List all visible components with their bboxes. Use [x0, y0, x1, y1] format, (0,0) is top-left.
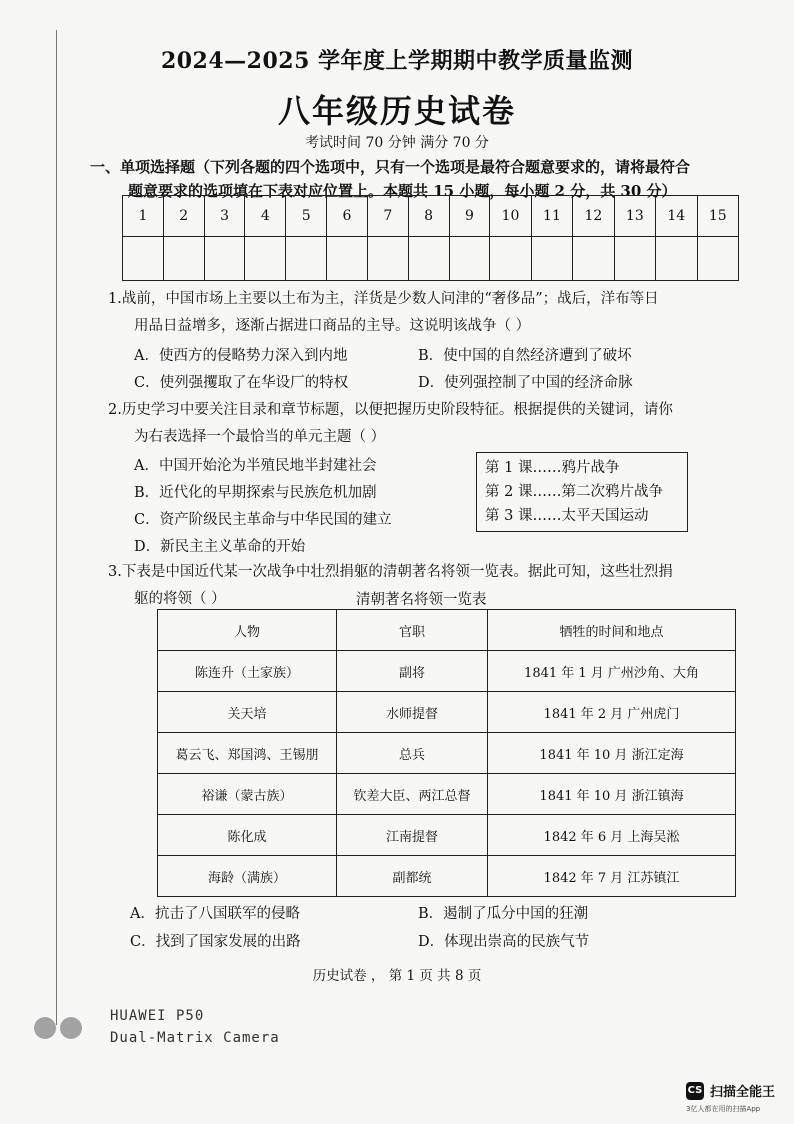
exam-header: 2024—2025 学年度上学期期中教学质量监测: [160, 48, 634, 74]
question-2: [108, 397, 758, 451]
q1-line-2: 用品日益增多，逐渐占据进口商品的主导。这说明该战争（ ）: [134, 318, 531, 334]
generals-table: [157, 609, 736, 897]
table-cell: 水师提督: [337, 692, 488, 733]
table-row: [158, 774, 736, 815]
column-header: 人物: [158, 610, 337, 651]
answer-number: 5: [286, 196, 327, 237]
q3-line-2: 躯的将领（ ）: [134, 591, 226, 607]
q3-option-a: A．抗击了八国联军的侵略: [130, 906, 300, 922]
answer-number: 10: [490, 196, 531, 237]
answer-cell[interactable]: [245, 237, 286, 281]
answer-cell[interactable]: [163, 237, 204, 281]
camera-watermark-sub: Dual-Matrix Camera: [110, 1030, 280, 1046]
column-header: 官职: [337, 610, 488, 651]
table-cell: 1842 年 6 月 上海吴淞: [488, 815, 736, 856]
table-cell: 葛云飞、郑国鸿、王锡朋: [158, 733, 337, 774]
table-cell: 副将: [337, 651, 488, 692]
q3-option-d: D．体现出崇高的民族气节: [418, 934, 590, 950]
q3-option-c: C．找到了国家发展的出路: [130, 934, 301, 950]
table-header-row: [158, 610, 736, 651]
exam-title: 八年级历史试卷: [277, 92, 516, 130]
table-cell: 总兵: [337, 733, 488, 774]
table-cell: 钦差大臣、两江总督: [337, 774, 488, 815]
q3-line-1: 3.下表是中国近代某一次战争中壮烈捐躯的清朝著名将领一览表。据此可知，这些壮烈捐: [108, 564, 673, 580]
answer-cell[interactable]: [123, 237, 164, 281]
answer-number: 14: [656, 196, 697, 237]
answer-number: 12: [573, 196, 614, 237]
answer-cell[interactable]: [656, 237, 697, 281]
section-line-2: 题意要求的选项填在下表对应位置上。本题共 15 小题，每小题 2 分，共 30 分）: [128, 182, 677, 200]
answer-cell[interactable]: [204, 237, 245, 281]
table-row: [158, 815, 736, 856]
chapter-item: 第 1 课……鸦片战争: [485, 460, 620, 476]
answer-number: 1: [123, 196, 164, 237]
chapter-item: 第 3 课……太平天国运动: [485, 508, 649, 524]
answer-number: 11: [531, 196, 572, 237]
answer-number: 3: [204, 196, 245, 237]
table-cell: 1841 年 1 月 广州沙角、大角: [488, 651, 736, 692]
q2-option-b: B．近代化的早期探索与民族危机加剧: [134, 485, 377, 501]
generals-table-title: 清朝著名将领一览表: [356, 592, 487, 608]
answer-cell[interactable]: [614, 237, 655, 281]
scanner-app-tagline: 3亿人都在用的扫描App: [686, 1105, 761, 1113]
table-cell: 陈连升（土家族）: [158, 651, 337, 692]
answer-number: 2: [163, 196, 204, 237]
answer-cell[interactable]: [573, 237, 614, 281]
answer-cell[interactable]: [531, 237, 572, 281]
q1-option-a: A．使西方的侵略势力深入到内地: [134, 348, 348, 364]
answer-cell[interactable]: [367, 237, 408, 281]
scanner-app-name: 扫描全能王: [710, 1085, 776, 1100]
question-1: [108, 286, 758, 340]
answer-table: [122, 195, 739, 281]
answer-cell[interactable]: [286, 237, 327, 281]
answer-number: 4: [245, 196, 286, 237]
q1-option-d: D．使列强控制了中国的经济命脉: [418, 375, 633, 391]
answer-cell[interactable]: [490, 237, 531, 281]
table-cell: 海龄（满族）: [158, 856, 337, 897]
q3-option-b: B．遏制了瓜分中国的狂潮: [418, 906, 589, 922]
q2-line-2: 为右表选择一个最恰当的单元主题（ ）: [134, 429, 386, 445]
exam-info: 考试时间 70 分钟 满分 70 分: [305, 135, 489, 151]
answer-number: 15: [697, 196, 739, 237]
table-cell: 副都统: [337, 856, 488, 897]
table-cell: 裕谦（蒙古族）: [158, 774, 337, 815]
section-line-1: 一、单项选择题（下列各题的四个选项中，只有一个选项是最符合题意要求的，请将最符合: [90, 158, 691, 176]
answer-number: 13: [614, 196, 655, 237]
q1-option-b: B．使中国的自然经济遭到了破坏: [418, 348, 632, 364]
q2-option-c: C．资产阶级民主革命与中华民国的建立: [134, 512, 392, 528]
answer-number: 8: [408, 196, 449, 237]
chapter-item: 第 2 课……第二次鸦片战争: [485, 484, 663, 500]
table-cell: 1841 年 10 月 浙江定海: [488, 733, 736, 774]
q2-option-a: A．中国开始沦为半殖民地半封建社会: [134, 458, 377, 474]
camera-watermark-model: HUAWEI P50: [110, 1008, 205, 1024]
camera-lens-icon: [34, 1017, 86, 1043]
camscanner-logo-icon: CS: [686, 1082, 704, 1100]
answer-cell[interactable]: [408, 237, 449, 281]
answer-cell[interactable]: [697, 237, 739, 281]
table-cell: 江南提督: [337, 815, 488, 856]
q1-line-1: 1.战前，中国市场上主要以土布为主，洋货是少数人问津的“奢侈品”；战后，洋布等日: [108, 291, 659, 307]
column-header: 牺牲的时间和地点: [488, 610, 736, 651]
table-row: [158, 856, 736, 897]
answer-cell[interactable]: [327, 237, 368, 281]
margin-line: [56, 30, 57, 1025]
q2-line-1: 2.历史学习中要关注目录和章节标题，以便把握历史阶段特征。根据提供的关键词，请你: [108, 402, 673, 418]
table-cell: 1841 年 2 月 广州虎门: [488, 692, 736, 733]
table-cell: 1842 年 7 月 江苏镇江: [488, 856, 736, 897]
chapter-box: [476, 452, 688, 532]
page-footer: 历史试卷 ， 第 1 页 共 8 页: [312, 968, 482, 984]
answer-number: 7: [367, 196, 408, 237]
q2-option-d: D．新民主主义革命的开始: [134, 539, 306, 555]
answer-cell[interactable]: [449, 237, 490, 281]
table-cell: 关天培: [158, 692, 337, 733]
table-row: [158, 733, 736, 774]
table-row: [158, 692, 736, 733]
q1-option-c: C．使列强攫取了在华设厂的特权: [134, 375, 349, 391]
table-cell: 陈化成: [158, 815, 337, 856]
answer-number: 6: [327, 196, 368, 237]
answer-number: 9: [449, 196, 490, 237]
table-cell: 1841 年 10 月 浙江镇海: [488, 774, 736, 815]
table-row: [158, 651, 736, 692]
